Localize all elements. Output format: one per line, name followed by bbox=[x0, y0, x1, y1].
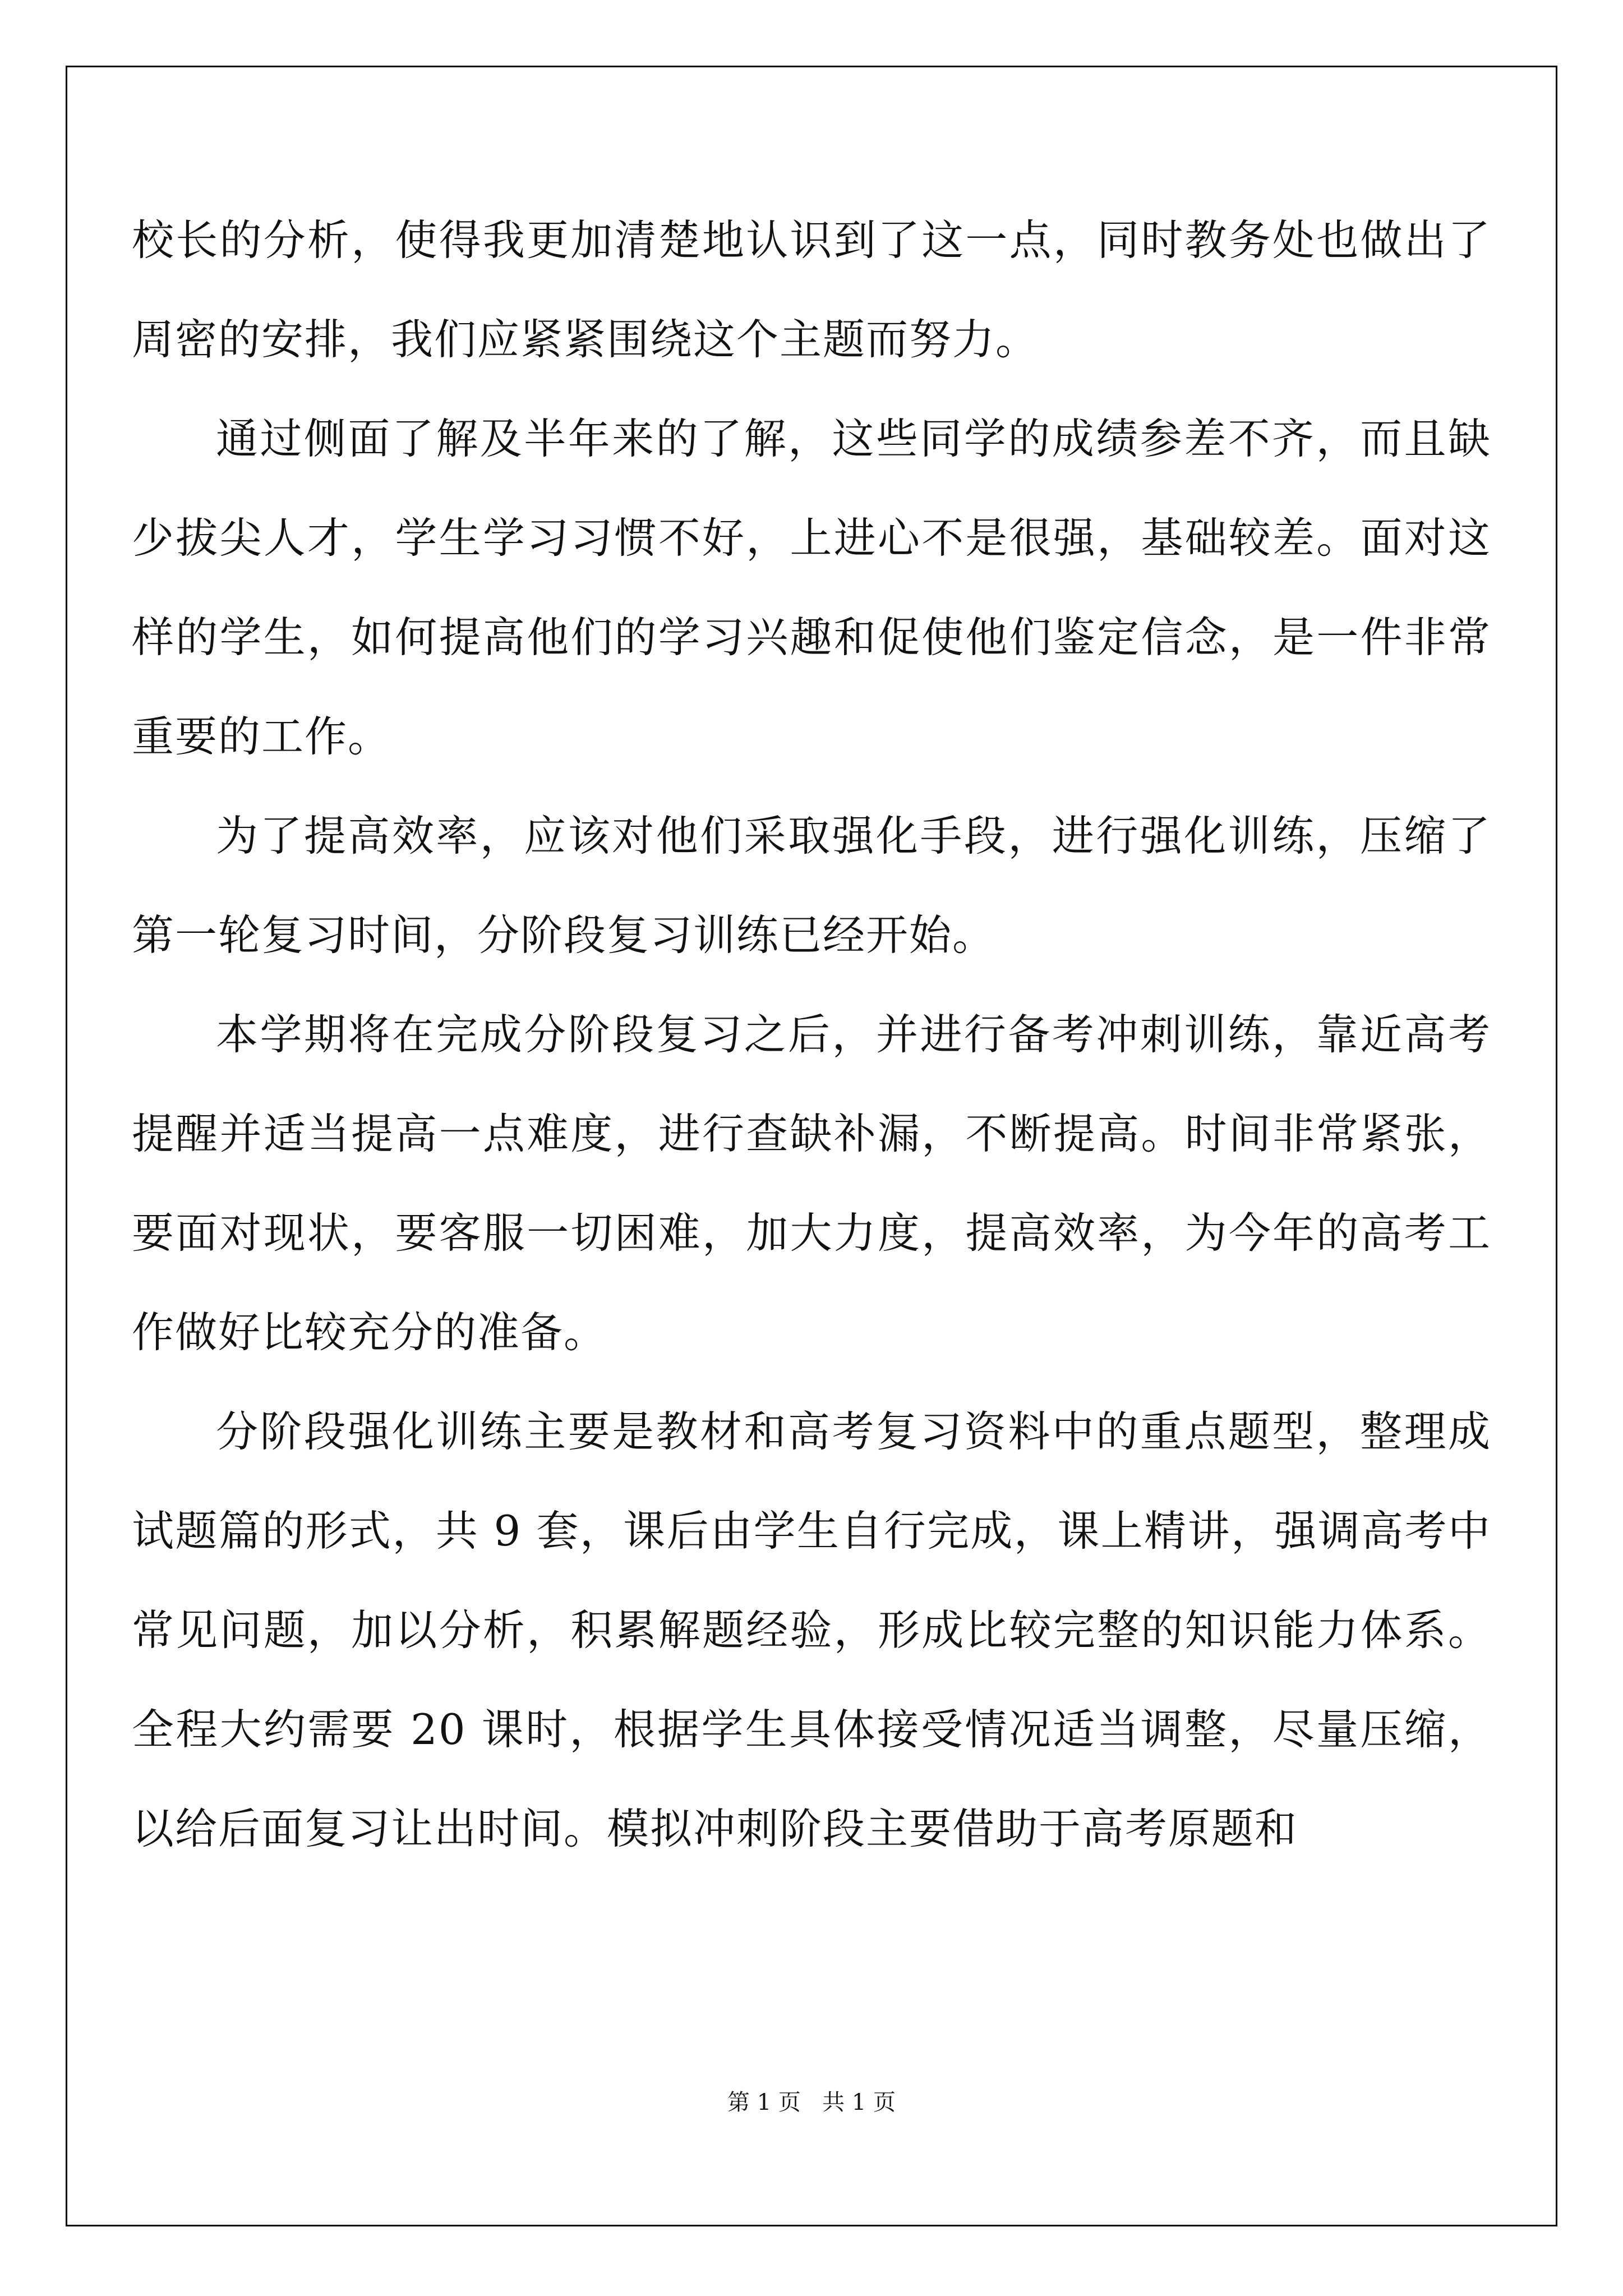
document-body bbox=[132, 191, 1491, 1879]
paragraph-3: 为了提高效率，应该对他们采取强化手段，进行强化训练，压缩了第一轮复习时间，分阶段复习训练已经开始。 bbox=[132, 811, 1491, 960]
paragraph-1: 校长的分析，使得我更加清楚地认识到了这一点，同时教务处也做出了周密的安排，我们应紧紧围绕这个主题而努力。 bbox=[132, 215, 1491, 364]
paragraph-4: 本学期将在完成分阶段复习之后，并进行备考冲刺训练，靠近高考提醒并适当提高一点难度，进行查缺补漏，不断提高。时间非常紧张，要面对现状，要客服一切困难，加大力度，提高效率，为今年的高考工作做好比较充分的准备。 bbox=[132, 1010, 1491, 1357]
page-number-current: 第 1 页 bbox=[727, 2090, 801, 2115]
page-number-total: 共 1 页 bbox=[822, 2090, 896, 2115]
page-footer bbox=[0, 2086, 1623, 2119]
paragraph-5: 分阶段强化训练主要是教材和高考复习资料中的重点题型，整理成试题篇的形式，共 9 套，课后由学生自行完成，课上精讲，强调高考中常见问题，加以分析，积累解题经验，形成比较完整的知识能力体系。全程大约需要 20 课时，根据学生具体接受情况适当调整，尽量压缩，以给后面复习让出时间。模拟冲刺阶段主要借助于高考原题和 bbox=[132, 1407, 1491, 1853]
paragraph-2: 通过侧面了解及半年来的了解，这些同学的成绩参差不齐，而且缺少拔尖人才，学生学习习惯不好，上进心不是很强，基础较差。面对这样的学生，如何提高他们的学习兴趣和促使他们鉴定信念，是一件非常重要的工作。 bbox=[132, 414, 1491, 761]
